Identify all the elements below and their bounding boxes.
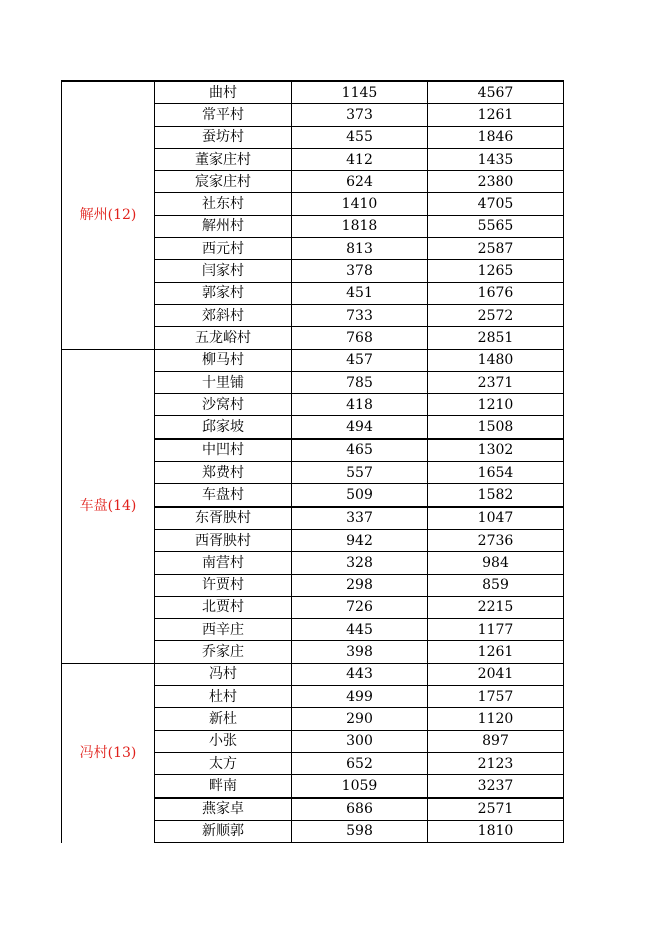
population-cell[interactable]: 2380 <box>428 171 564 193</box>
population-cell[interactable]: 897 <box>428 730 564 752</box>
village-statistics-table <box>61 80 564 843</box>
population-cell[interactable]: 1261 <box>428 641 564 663</box>
households-cell[interactable]: 1818 <box>292 215 428 237</box>
village-cell[interactable]: 车盘村 <box>155 484 292 507</box>
table-row[interactable] <box>62 81 564 104</box>
households-cell[interactable]: 398 <box>292 641 428 663</box>
population-cell[interactable]: 1435 <box>428 148 564 170</box>
population-cell[interactable]: 1480 <box>428 349 564 371</box>
village-cell[interactable]: 新杜 <box>155 708 292 730</box>
village-cell[interactable]: 新顺郭 <box>155 820 292 842</box>
village-cell[interactable]: 西胥胦村 <box>155 529 292 551</box>
population-cell[interactable]: 1846 <box>428 126 564 148</box>
village-cell[interactable]: 沙窝村 <box>155 394 292 416</box>
spreadsheet-sheet <box>61 80 563 843</box>
households-cell[interactable]: 942 <box>292 529 428 551</box>
households-cell[interactable]: 813 <box>292 238 428 260</box>
households-cell[interactable]: 1145 <box>292 81 428 104</box>
population-cell[interactable]: 2572 <box>428 304 564 326</box>
households-cell[interactable]: 499 <box>292 686 428 708</box>
households-cell[interactable]: 598 <box>292 820 428 842</box>
households-cell[interactable]: 509 <box>292 484 428 507</box>
population-cell[interactable]: 2587 <box>428 238 564 260</box>
population-cell[interactable]: 1120 <box>428 708 564 730</box>
township-cell-fengcun[interactable]: 冯村(13) <box>62 663 155 842</box>
population-cell[interactable]: 1265 <box>428 260 564 282</box>
table-row[interactable] <box>62 663 564 685</box>
village-cell[interactable]: 常平村 <box>155 104 292 126</box>
population-cell[interactable]: 3237 <box>428 775 564 798</box>
village-cell[interactable]: 中凹村 <box>155 439 292 462</box>
village-cell[interactable]: 北贾村 <box>155 596 292 618</box>
population-cell[interactable]: 2041 <box>428 663 564 685</box>
population-cell[interactable]: 1654 <box>428 462 564 484</box>
village-cell[interactable]: 小张 <box>155 730 292 752</box>
population-cell[interactable]: 1810 <box>428 820 564 842</box>
village-cell[interactable]: 五龙峪村 <box>155 327 292 349</box>
households-cell[interactable]: 785 <box>292 371 428 393</box>
population-cell[interactable]: 2736 <box>428 529 564 551</box>
village-cell[interactable]: 畔南 <box>155 775 292 798</box>
village-cell[interactable]: 解州村 <box>155 215 292 237</box>
households-cell[interactable]: 465 <box>292 439 428 462</box>
population-cell[interactable]: 4567 <box>428 81 564 104</box>
population-cell[interactable]: 1261 <box>428 104 564 126</box>
population-cell[interactable]: 2123 <box>428 752 564 774</box>
township-cell-jiezhou[interactable]: 解州(12) <box>62 81 155 349</box>
population-cell[interactable]: 2215 <box>428 596 564 618</box>
population-cell[interactable]: 1508 <box>428 416 564 439</box>
village-cell[interactable]: 燕家卓 <box>155 798 292 821</box>
population-cell[interactable]: 5565 <box>428 215 564 237</box>
population-cell[interactable]: 2571 <box>428 798 564 821</box>
population-cell[interactable]: 1210 <box>428 394 564 416</box>
households-cell[interactable]: 445 <box>292 619 428 641</box>
population-cell[interactable]: 1582 <box>428 484 564 507</box>
households-cell[interactable]: 686 <box>292 798 428 821</box>
village-cell[interactable]: 杜村 <box>155 686 292 708</box>
households-cell[interactable]: 290 <box>292 708 428 730</box>
households-cell[interactable]: 373 <box>292 104 428 126</box>
households-cell[interactable]: 328 <box>292 552 428 574</box>
households-cell[interactable]: 494 <box>292 416 428 439</box>
village-cell[interactable]: 董家庄村 <box>155 148 292 170</box>
village-cell[interactable]: 社东村 <box>155 193 292 215</box>
households-cell[interactable]: 652 <box>292 752 428 774</box>
households-cell[interactable]: 337 <box>292 507 428 530</box>
households-cell[interactable]: 726 <box>292 596 428 618</box>
households-cell[interactable]: 457 <box>292 349 428 371</box>
households-cell[interactable]: 412 <box>292 148 428 170</box>
table-row[interactable] <box>62 349 564 371</box>
population-cell[interactable]: 1757 <box>428 686 564 708</box>
table-body <box>62 81 564 843</box>
village-cell[interactable]: 许贾村 <box>155 574 292 596</box>
village-cell[interactable]: 蚕坊村 <box>155 126 292 148</box>
population-cell[interactable]: 2851 <box>428 327 564 349</box>
village-cell[interactable]: 邱家坡 <box>155 416 292 439</box>
households-cell[interactable]: 455 <box>292 126 428 148</box>
village-cell[interactable]: 西辛庄 <box>155 619 292 641</box>
village-cell[interactable]: 太方 <box>155 752 292 774</box>
village-cell[interactable]: 十里铺 <box>155 371 292 393</box>
households-cell[interactable]: 378 <box>292 260 428 282</box>
households-cell[interactable]: 451 <box>292 282 428 304</box>
village-cell[interactable]: 曲村 <box>155 81 292 104</box>
households-cell[interactable]: 418 <box>292 394 428 416</box>
population-cell[interactable]: 1177 <box>428 619 564 641</box>
township-cell-chepan[interactable]: 车盘(14) <box>62 349 155 663</box>
households-cell[interactable]: 1410 <box>292 193 428 215</box>
village-cell[interactable]: 郊斜村 <box>155 304 292 326</box>
households-cell[interactable]: 624 <box>292 171 428 193</box>
population-cell[interactable]: 1676 <box>428 282 564 304</box>
village-cell[interactable]: 东胥胦村 <box>155 507 292 530</box>
households-cell[interactable]: 768 <box>292 327 428 349</box>
village-cell[interactable]: 闫家村 <box>155 260 292 282</box>
households-cell[interactable]: 300 <box>292 730 428 752</box>
population-cell[interactable]: 859 <box>428 574 564 596</box>
households-cell[interactable]: 557 <box>292 462 428 484</box>
population-cell[interactable]: 2371 <box>428 371 564 393</box>
population-cell[interactable]: 1047 <box>428 507 564 530</box>
population-cell[interactable]: 1302 <box>428 439 564 462</box>
population-cell[interactable]: 984 <box>428 552 564 574</box>
village-cell[interactable]: 宸家庄村 <box>155 171 292 193</box>
households-cell[interactable]: 443 <box>292 663 428 685</box>
village-cell[interactable]: 乔家庄 <box>155 641 292 663</box>
village-cell[interactable]: 郑费村 <box>155 462 292 484</box>
village-cell[interactable]: 郭家村 <box>155 282 292 304</box>
population-cell[interactable]: 4705 <box>428 193 564 215</box>
village-cell[interactable]: 西元村 <box>155 238 292 260</box>
village-cell[interactable]: 冯村 <box>155 663 292 685</box>
households-cell[interactable]: 298 <box>292 574 428 596</box>
village-cell[interactable]: 柳马村 <box>155 349 292 371</box>
households-cell[interactable]: 733 <box>292 304 428 326</box>
households-cell[interactable]: 1059 <box>292 775 428 798</box>
village-cell[interactable]: 南营村 <box>155 552 292 574</box>
